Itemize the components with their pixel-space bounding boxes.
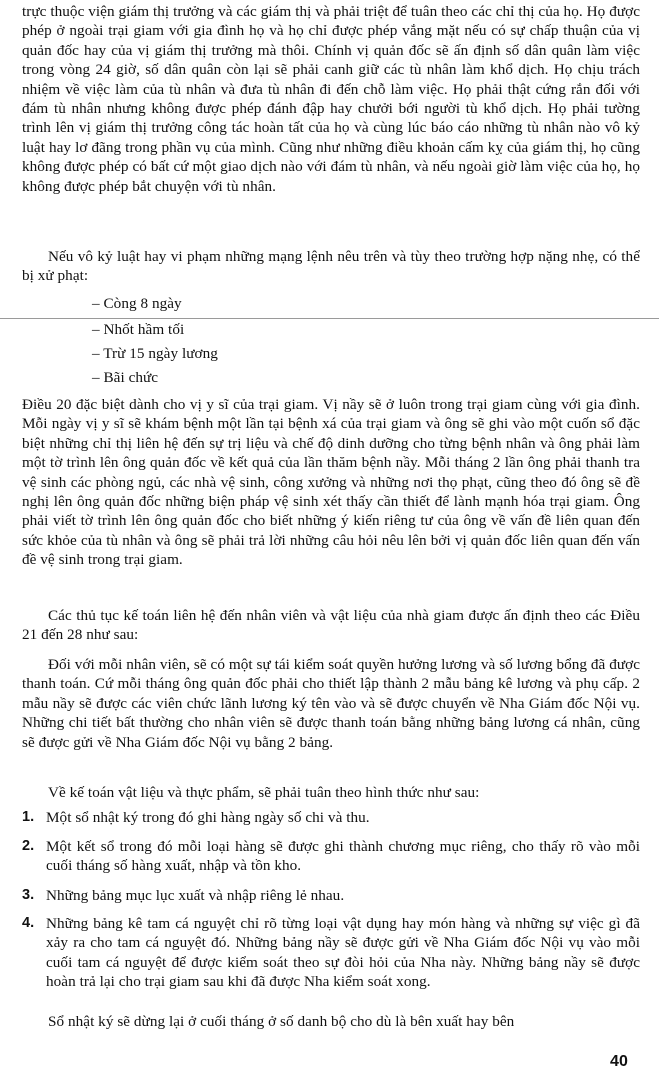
paragraph-article-20-physician: Điều 20 đặc biệt dành cho vị y sĩ của trại giam. Vị nầy sẽ ở luôn trong trại giam cùng với gia đình. Mỗi ngày vị y sĩ sẽ khám bệnh một lần tại bệnh xá của trại giam và ông sẽ ghi vào một cuốn sổ đặc biệt những chỉ thị liên hệ đến sự trị liệu và chế độ dinh dưỡng cho từng bệnh nhân và ông phải làm một tờ trình lên ông quản đốc về kết quả của lần thăm bệnh nầy. Mỗi tháng 2 lần ông phải thanh tra vệ sinh các phòng ngủ, các nhà vệ sinh, công xưởng và những nơi thọ phạt, cũng theo đó ông sẽ đề nghị lên ông quản đốc những biện pháp vệ sinh xét thấy cần thiết để lành mạnh hóa trại giam. Ông phải viết tờ trình lên ông quản đốc cho biết những ý kiến riêng tư của ông về vấn đề liên quan đến sức khỏe của tù nhân và ông sẽ phải trả lời những câu hỏi nêu lên bởi vị quản đốc liên quan đến vấn đề vệ sinh trong trại giam. — [22, 396, 640, 569]
list-item-number: 1. — [22, 809, 35, 825]
list-item-text: Những bảng kê tam cá nguyệt chỉ rõ từng loại vật dụng hay món hàng và những sự việc gì đã xảy ra cho tam cá nguyệt đó. Những bảng nầy sẽ được gửi về Nha Giám đốc Nội vụ vào mỗi cuối tam cá nguyệt để được kiểm soát theo sự đòi hỏi của Nha này. Những bảng nầy sẽ được hoàn trả lại cho trại giam sau khi đã được Nha kiểm soát xong. — [46, 915, 640, 991]
list-item-text: Một kết sổ trong đó mỗi loại hàng sẽ được ghi thành chương mục riêng, cho thấy rõ vào mỗi cuối tháng số hàng xuất, nhập và tồn kho. — [46, 838, 640, 875]
list-item — [22, 837, 640, 876]
paragraph-journal-closing: Sổ nhật ký sẽ dừng lại ở cuối tháng ở số danh bộ cho dù là bên xuất hay bên — [48, 1013, 515, 1030]
scan-divider-line — [0, 318, 659, 319]
list-item — [22, 808, 640, 827]
paragraph-discipline-intro: Nếu vô kỷ luật hay vi phạm những mạng lệnh nêu trên và tùy theo trường hợp nặng nhẹ, có thể bị xử phạt: — [22, 248, 640, 285]
paragraph-staff-payroll: Đối với mỗi nhân viên, sẽ có một sự tái kiểm soát quyền hưởng lương và số lương bổng đã được thanh toán. Cứ mỗi tháng ông quản đốc phải cho thiết lập thành 2 mẫu bảng kê lương và phụ cấp. 2 mẫu nầy sẽ được các viên chức lãnh lương ký tên vào và sẽ được chuyển về Nha Giám đốc Nội vụ. Những chi tiết bất thường cho nhân viên sẽ được thanh toán bằng những bảng lương cá nhân, cũng sẽ được gửi về Nha Giám đốc Nội vụ bằng 2 bảng. — [22, 656, 640, 751]
penalty-item: – Nhốt hầm tối — [92, 321, 185, 338]
page-number: 40 — [610, 1053, 628, 1070]
list-item-text: Một sổ nhật ký trong đó ghi hàng ngày số chi và thu. — [46, 809, 370, 826]
penalty-item: – Bãi chức — [92, 369, 159, 386]
penalty-item: – Còng 8 ngày — [92, 295, 182, 312]
list-item-number: 2. — [22, 838, 35, 854]
list-item — [22, 914, 640, 992]
paragraph-militia-duties: trực thuộc viện giám thị trưởng và các giám thị và phải triệt để tuân theo các chỉ thị của họ. Họ được phép ở ngoài trại giam với gia đình họ và họ chỉ được phép vắng mặt nếu có sự chấp thuận của vị quản đốc hay của vị giám thị trưởng mà thôi. Chính vị quản đốc sẽ ấn định số dân quân làm việc trong vòng 24 giờ, số dân quân còn lại sẽ phải canh giữ các tù nhân làm khổ dịch. Họ chịu trách nhiệm về việc làm của tù nhân và đưa tù nhân đi đến chỗ làm việc. Họ phải thật cứng rắn đối với đám tù nhân nhưng không được phép đánh đập hay chưởi bới người tù khổ dịch. Họ phải tường trình lên vị giám thị trưởng công tác hoàn tất của họ và cùng lúc báo cáo những tù nhân nào vô kỷ luật hay lơ đãng trong phần vụ của mình. Cũng như những điều khoản cấm kỵ của giám thị, họ cũng không được phép có bất cứ một giao dịch nào với đám tù nhân, và nếu ngoài giờ làm việc của họ, họ không được phép bắt chuyện với tù nhân. — [22, 3, 640, 195]
list-item-number: 3. — [22, 887, 35, 903]
list-item-text: Những bảng mục lục xuất và nhập riêng lẻ nhau. — [46, 887, 345, 904]
paragraph-accounting-intro: Các thủ tục kế toán liên hệ đến nhân viên và vật liệu của nhà giam được ấn định theo các Điều 21 đến 28 như sau: — [22, 607, 640, 644]
paragraph-material-accounting: Về kế toán vật liệu và thực phẩm, sẽ phải tuân theo hình thức như sau: — [48, 784, 480, 801]
penalty-item: – Trừ 15 ngày lương — [92, 345, 218, 362]
list-item — [22, 886, 640, 905]
list-item-number: 4. — [22, 915, 35, 931]
